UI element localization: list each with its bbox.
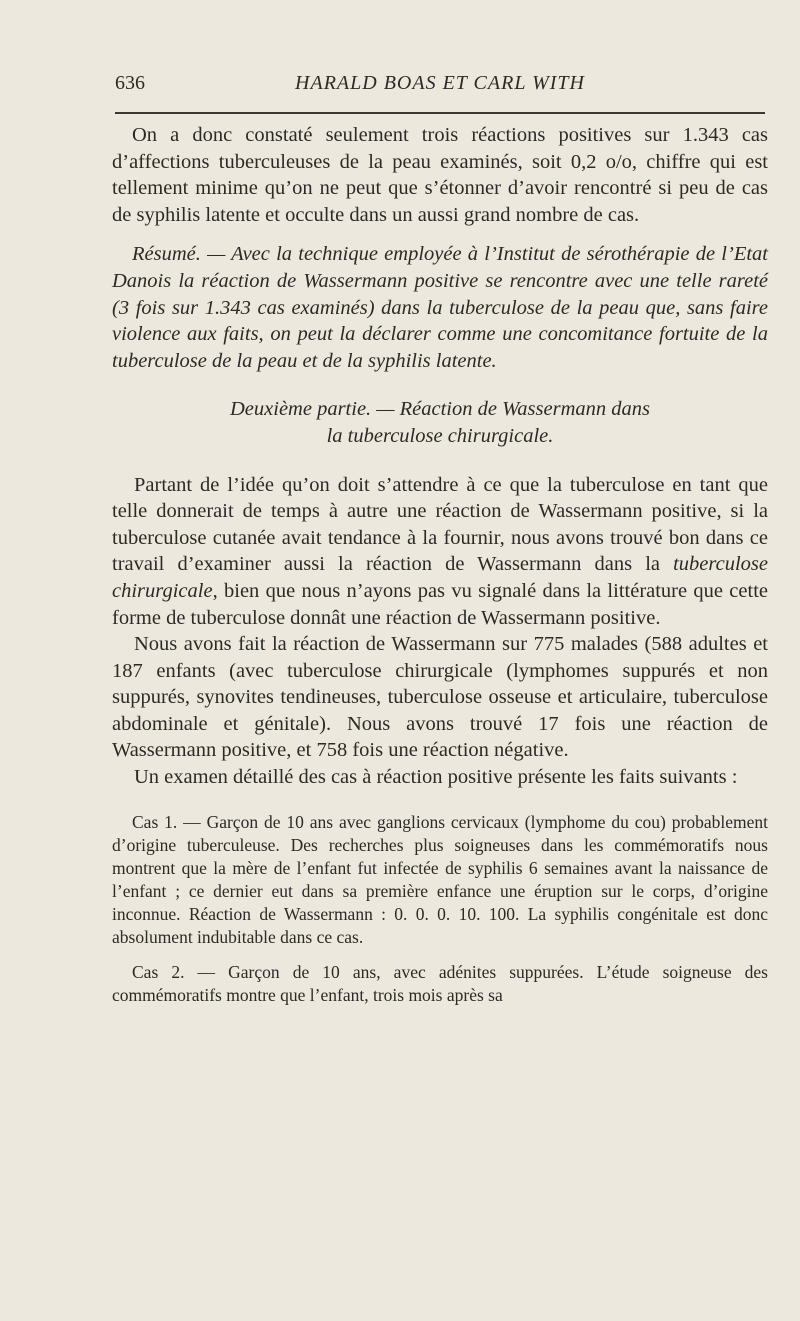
page-number: 636 [115,72,145,94]
paragraph-introduction-italic: tuberculose chirurgicale [112,553,768,602]
paragraph-methods: Nous avons fait la réaction de Wassermann sur 775 malades (588 adultes et 187 enfants (avec tuberculose chirurgicale (lymphomes suppurés et non suppurés, synovites tendineuses, tuberculose osseuse et articulaire, tuberculose abdominale et génitale). Nous avons trouvé 17 fois une réaction de Wassermann positive, et 758 fois une réaction négative. [112,633,768,762]
case-1-paragraph: Cas 1. — Garçon de 10 ans avec ganglions cervicaux (lymphome du cou) probablement d’origine tuberculeuse. Des recherches plus soigneuses dans les commémoratifs nous montrent que la mère de l’enfant fut infectée de syphilis 6 semaines avant la naissance de l’enfant ; ce dernier eut dans sa première enfance une éruption sur le corps, d’origine inconnue. Réaction de Wassermann : 0. 0. 0. 10. 100. La syphilis congénitale est donc absolument indubitable dans ce cas. [112,811,768,947]
section-heading [112,396,768,449]
paragraph-summary-intro: Un examen détaillé des cas à réaction positive présente les faits suivants : [134,766,738,789]
paragraph-conclusion: On a donc constaté seulement trois réactions positives sur 1.343 cas d’affections tuberculeuses de la peau examinés, soit 0,2 o/o, chiffre qui est tellement minime qu’on ne peut que s’étonner d’avoir rencontré si peu de cas de syphilis latente et occulte dans un aussi grand nombre de cas. [112,124,768,226]
paragraph-introduction-text-b: , bien que nous n’ayons pas vu signalé dans la littérature que cette forme de tuberculose donnât une réaction de Wassermann positive. [112,579,768,629]
case-2-paragraph: Cas 2. — Garçon de 10 ans, avec adénites suppurées. L’étude soigneuse des commémoratifs montre que l’enfant, trois mois après sa [112,961,768,1005]
header-rule [115,112,765,114]
section-heading-line-2: la tuberculose chirurgicale. [326,424,554,447]
page-header [115,72,765,102]
section-heading-line-1: Deuxième partie. — Réaction de Wassermann dans [230,398,650,421]
running-title: HARALD BOAS ET CARL WITH [295,72,585,94]
paragraph-introduction [112,472,768,632]
resume-paragraph: Résumé. — Avec la technique employée à l’Institut de sérothérapie de l’Etat Danois la réaction de Wassermann positive se rencontre avec une telle rareté (3 fois sur 1.343 cas examinés) dans la tuberculose de la peau que, sans faire violence aux faits, on peut la déclarer comme une concomitance fortuite de la tuberculose de la peau et de la syphilis latente. [112,243,768,372]
page-body [112,122,768,1007]
paragraph-introduction-text-a: Partant de l’idée qu’on doit s’attendre à ce que la tuberculose en tant que telle donnerait de temps à autre une réaction de Wassermann positive, si la tuberculose cutanée avait tendance à la fournir, nous avons trouvé bon dans ce travail d’examiner aussi la réaction de Wassermann dans la [112,473,768,576]
